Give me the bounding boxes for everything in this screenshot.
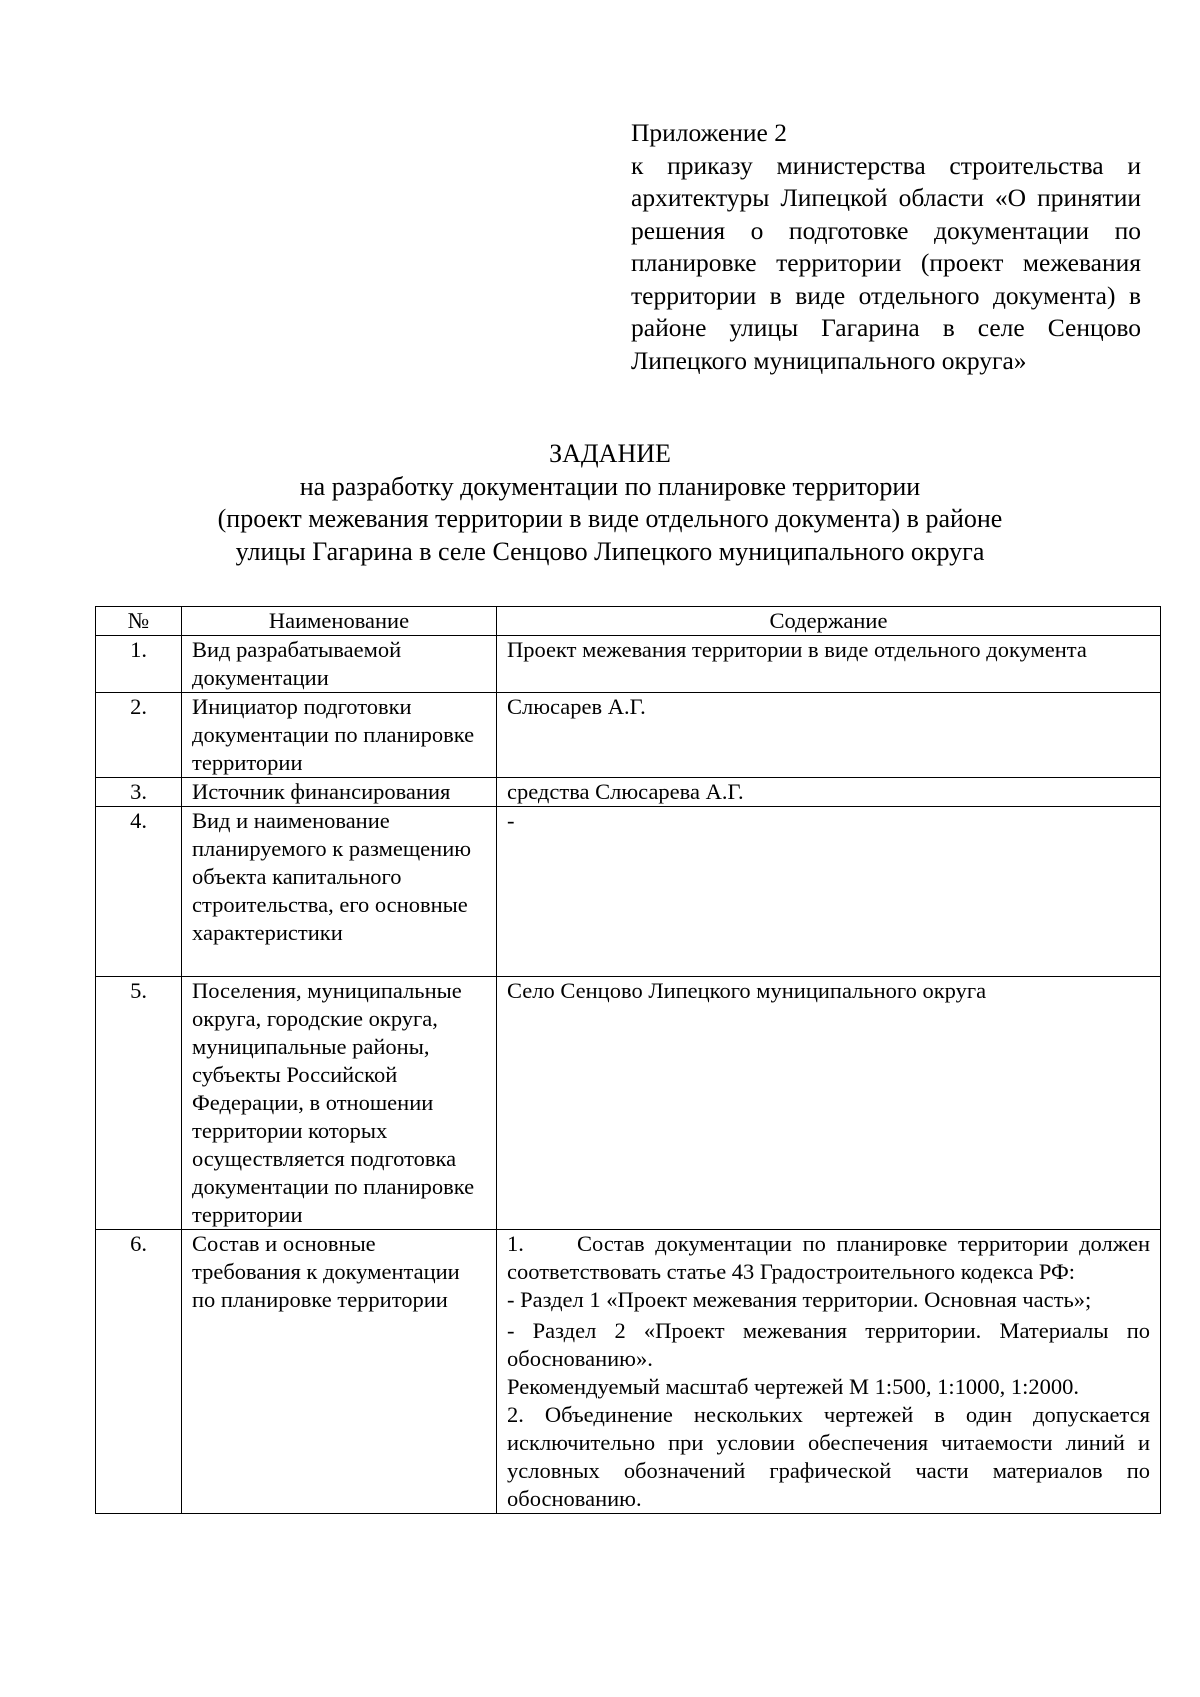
row-content: Слюсарев А.Г. <box>497 693 1161 778</box>
row-name: Вид разрабатываемой документации <box>182 636 497 693</box>
row-content: Проект межевания территории в виде отдельного документа <box>497 636 1161 693</box>
row-name: Источник финансирования <box>182 778 497 807</box>
appendix-number: Приложение 2 <box>631 118 787 147</box>
task-table <box>95 606 1161 1514</box>
table-row <box>96 636 1161 693</box>
requirement-composition: 1. Состав документации по планировке территории должен соответствовать статье 43 Градостроительного кодекса РФ: <box>507 1231 1150 1284</box>
row-content: - <box>497 807 1161 977</box>
table-row <box>96 778 1161 807</box>
document-title <box>150 438 1070 568</box>
row-name: Инициатор подготовки документации по планировке территории <box>182 693 497 778</box>
row-number: 5. <box>96 977 182 1230</box>
title-line-1: на разработку документации по планировке территории <box>299 471 921 501</box>
requirement-scale: Рекомендуемый масштаб чертежей М 1:500, 1:1000, 1:2000. <box>507 1374 1080 1399</box>
row-content: средства Слюсарева А.Г. <box>497 778 1161 807</box>
table-header-row <box>96 607 1161 636</box>
appendix-note <box>631 117 1141 377</box>
requirement-merging: 2. Объединение нескольких чертежей в один допускается исключительно при условии обеспечения читаемости линий и условных обозначений графической части материалов по обоснованию. <box>507 1402 1150 1511</box>
row-number: 2. <box>96 693 182 778</box>
requirement-section-2: - Раздел 2 «Проект межевания территории. Материалы по обоснованию». <box>507 1318 1150 1371</box>
row-content: Село Сенцово Липецкого муниципального округа <box>497 977 1161 1230</box>
title-heading: ЗАДАНИЕ <box>549 439 671 468</box>
title-line-3: улицы Гагарина в селе Сенцово Липецкого муниципального округа <box>235 536 985 566</box>
table-row <box>96 693 1161 778</box>
row-name: Вид и наименование планируемого к размещению объекта капитального строительства, его основные характеристики <box>182 807 497 977</box>
row-content <box>497 1230 1161 1514</box>
row-number: 3. <box>96 778 182 807</box>
row-number: 6. <box>96 1230 182 1514</box>
row-name: Состав и основные требования к документации по планировке территории <box>182 1230 497 1514</box>
row-name: Поселения, муниципальные округа, городские округа, муниципальные районы, субъекты Российской Федерации, в отношении территории которых осуществляется подготовка документации по планировке территории <box>182 977 497 1230</box>
header-name: Наименование <box>182 607 497 636</box>
title-line-2: (проект межевания территории в виде отдельного документа) в районе <box>217 504 1003 533</box>
table-row <box>96 807 1161 977</box>
table-row <box>96 1230 1161 1514</box>
header-content: Содержание <box>497 607 1161 636</box>
row-number: 1. <box>96 636 182 693</box>
appendix-order-reference: к приказу министерства строительства и архитектуры Липецкой области «О принятии решения о подготовке документации по планировке территории (проект межевания территории в виде отдельного документа) в районе улицы Гагарина в селе Сенцово Липецкого муниципального округа» <box>631 150 1141 375</box>
requirement-section-1: - Раздел 1 «Проект межевания территории. Основная часть»; <box>507 1287 1092 1312</box>
row-number: 4. <box>96 807 182 977</box>
header-number: № <box>96 607 182 636</box>
table-row <box>96 977 1161 1230</box>
